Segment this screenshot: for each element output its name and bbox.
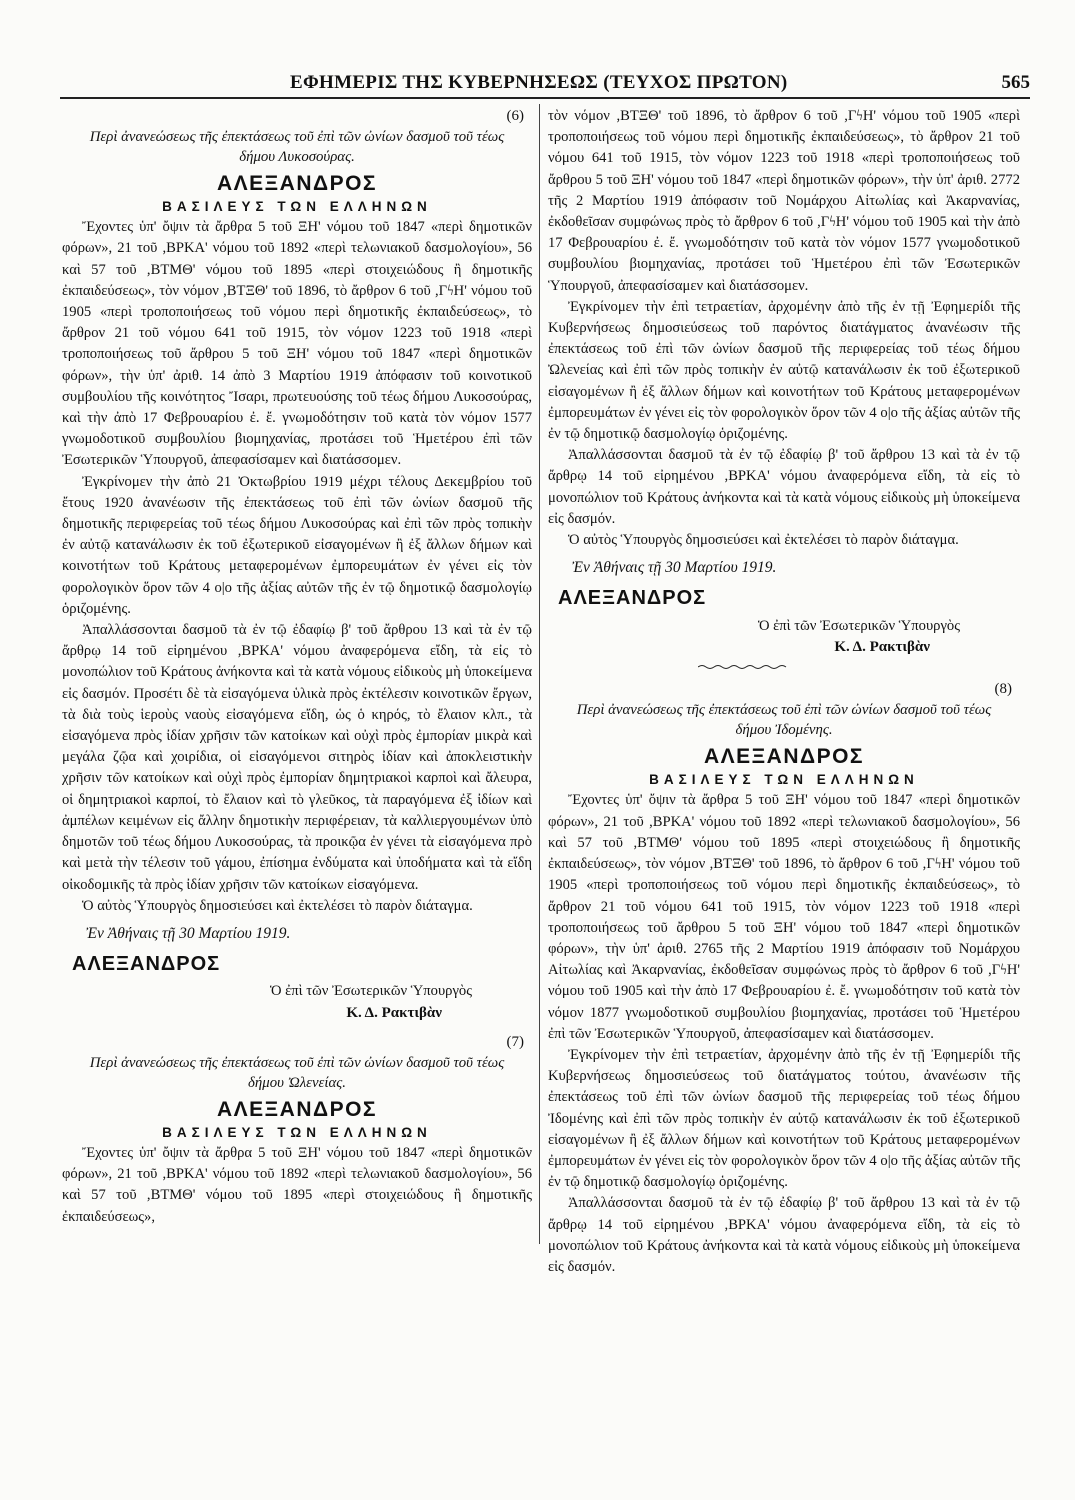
decree-6-king-title: ΒΑΣΙΛΕΥΣ ΤΩΝ ΕΛΛΗΝΩΝ — [162, 199, 432, 215]
decree-6-minister-title: Ὁ ἐπὶ τῶν Ἐσωτερικῶν Ὑπουργὸς — [269, 983, 472, 1000]
wavy-separator — [698, 664, 788, 670]
decree-8-paragraph: Ἀπαλλάσσονται δασμοῦ τὰ ἐν τῷ ἐδαφίῳ β' τοῦ ἄρθρου 13 καὶ τὰ ἐν τῷ ἄρθρῳ 14 τοῦ εἰρημένου ,ΒΡΚΑ' νόμου ἀναφερόμενα εἴδη, τὰ εἰς τὸ μονοπώλιον τοῦ Κράτους ἀνήκοντα καὶ τὰ κατὰ νόμους εἰδικοὺς μὴ ὑποκείμενα εἰς δασμόν. — [548, 1195, 1020, 1275]
decree-7-subject: Περὶ ἀνανεώσεως τῆς ἐπεκτάσεως τοῦ ἐπὶ τῶν ὠνίων δασμοῦ τοῦ τέως δήμου Ὠλενείας. — [89, 1054, 505, 1091]
decree-7-king-title: ΒΑΣΙΛΕΥΣ ΤΩΝ ΕΛΛΗΝΩΝ — [162, 1124, 432, 1140]
header-rule — [60, 97, 1030, 99]
decree-7-king: ΑΛΕΞΑΝΔΡΟΣ — [216, 1097, 378, 1121]
decree-8-subject: Περὶ ἀνανεώσεως τῆς ἐπεκτάσεως τοῦ ἐπὶ τῶν ὠνίων δασμοῦ τοῦ τέως δήμου Ἰδομένης. — [576, 702, 992, 739]
decree-7-paragraph: Ὁ αὐτὸς Ὑπουργὸς δημοσιεύσει καὶ ἐκτελέσει τὸ παρὸν διάταγμα. — [568, 532, 959, 549]
decree-7-number: (7) — [506, 1033, 524, 1050]
decree-6-subject: Περὶ ἀνανεώσεως τῆς ἐπεκτάσεως τοῦ ἐπὶ τῶν ὠνίων δασμοῦ τοῦ τέως δήμου Λυκοσούρας. — [89, 129, 505, 166]
decree-7-paragraph: Ἀπαλλάσσονται δασμοῦ τὰ ἐν τῷ ἐδαφίῳ β' τοῦ ἄρθρου 13 καὶ τὰ ἐν τῷ ἄρθρῳ 14 τοῦ εἰρημένου ,ΒΡΚΑ' νόμου ἀναφερόμενα εἴδη, τὰ εἰς τὸ μονοπώλιον τοῦ Κράτους ἀνήκοντα καὶ τὰ κατὰ νόμους εἰδικοὺς μὴ ὑποκείμενα εἰς δασμόν. — [548, 447, 1020, 527]
decree-8-king: ΑΛΕΞΑΝΔΡΟΣ — [703, 745, 865, 769]
decree-7-minister-title: Ὁ ἐπὶ τῶν Ἐσωτερικῶν Ὑπουργὸς — [757, 617, 960, 634]
decree-7-signature-king: ΑΛΕΞΑΝΔΡΟΣ — [558, 587, 707, 610]
decree-6-number: (6) — [506, 108, 524, 124]
gazette-title: ΕΦΗΜΕΡΙΣ ΤΗΣ ΚΥΒΕΡΝΗΣΕΩΣ (ΤΕΥΧΟΣ ΠΡΩΤΟΝ) — [290, 72, 788, 93]
decree-8-king-title: ΒΑΣΙΛΕΥΣ ΤΩΝ ΕΛΛΗΝΩΝ — [649, 772, 919, 788]
column-divider — [539, 104, 540, 1244]
decree-6-minister-name: Κ. Δ. Ρακτιβὰν — [346, 1004, 442, 1021]
decree-7-paragraph: τὸν νόμον ,ΒΤΞΘ' τοῦ 1896, τὸ ἄρθρον 6 τοῦ ,ΓϟΗ' νόμου τοῦ 1905 «περὶ τροποποιήσεως τοῦ νόμου περὶ δημοτικῆς ἐκπαιδεύσεως», τὸ ἄρθρον 21 τοῦ νόμου 641 τοῦ 1915, τὸν νόμον 1223 τοῦ 1918 «περὶ τροποποιήσεως τοῦ ἄρθρου 5 τοῦ ΞΗ' νόμου τοῦ 1847 «περὶ δημοτικῶν φόρων», τὴν ὑπ' ἀριθ. 2772 τῆς 2 Μαρτίου 1919 ἀπόφασιν τοῦ Νομάρχου Αἰτωλίας καὶ Ἀκαρνανίας, ἐκδοθεῖσαν συμφώνως πρὸς τὸ ἄρθρον 6 τοῦ ,ΓϟΗ' νόμου τοῦ 1905 καὶ τὴν ἀπὸ 17 Φεβρουαρίου ἐ. ἔ. γνωμοδότησιν τοῦ κατὰ τὸν νόμον 1577 γνωμοδοτικοῦ συμβουλίου βιομηχανίας, προτάσει τοῦ Ἡμετέρου ἐπὶ τῶν Ἐσωτερικῶν Ὑπουργοῦ, ἀπεφασίσαμεν καὶ διατάσσομεν. — [548, 108, 1020, 294]
decree-6-paragraph: Ὁ αὐτὸς Ὑπουργὸς δημοσιεύσει καὶ ἐκτελέσει τὸ παρὸν διάταγμα. — [82, 897, 473, 914]
decree-6-paragraph: Ἀπαλλάσσονται δασμοῦ τὰ ἐν τῷ ἐδαφίῳ β' τοῦ ἄρθρου 13 καὶ τὰ ἐν τῷ ἄρθρῳ 14 τοῦ εἰρημένου ,ΒΡΚΑ' νόμου ἀναφερόμενα εἴδη, τὰ εἰς τὸ μονοπώλιον τοῦ Κράτους ἀνήκοντα καὶ τὰ κατὰ νόμους εἰδικοὺς μὴ ὑποκείμενα εἰς δασμόν. Προσέτι δὲ τὰ εἰσαγόμενα ὑλικὰ πρὸς ἐκτέλεσιν κοινοτικῶν ἔργων, τὰ διὰ τοὺς ἱεροὺς ναοὺς εἰσαγόμενα εἴδη, ὡς ὁ κηρός, τὸ ἔλαιον κλπ., τὰ εἰσαγόμενα πρὸς ἰδίαν χρῆσιν τῶν κατοίκων καὶ οὐχὶ πρὸς ἐμπορίαν μικρὰ καὶ μεγάλα ζῷα καὶ χοιρίδια, οἱ εἰσαγόμενοι σιτηρὸς ἰδίαν καὶ ἀποκλειστικὴν χρῆσιν τῶν κατοίκων καὶ οὐχὶ πρὸς ἐμπορίαν δημητριακοὶ καρποὶ καὶ ἄλευρα, οἱ δημητριακοὶ καρποί, τὸ ἔλαιον καὶ τὸ γλεῦκος, τὰ παραγόμενα ἐξ ἰδίων καὶ ἀμπέλων κειμένων εἰς ἄλλην δημοτικὴν περιφέρειαν, τὰ καλλιεργουμένων ὑπὸ δημοτῶν τοῦ τέως δήμου Λυκοσούρας, τὰ προικῷα ἐν γένει τὰ εἰσαγόμενα πρὸ καὶ μετὰ τὴν τέλεσιν τοῦ γάμου, ἐπίσημα ἐνδύματα καὶ ὑποδήματα καὶ τὰ εἴδη οἰκοδομικῆς τὰ πρὸς ἰδίαν χρῆσιν τῶν κατοίκων εἰσαγόμενα. — [62, 622, 532, 893]
decree-8-paragraph: Ἐγκρίνομεν τὴν ἐπὶ τετραετίαν, ἀρχομένην ἀπὸ τῆς ἐν τῇ Ἐφημερίδι τῆς Κυβερνήσεως δημοσιεύσεως τοῦ διατάγματος τούτου, ἀνανέωσιν τῆς ἐπεκτάσεως τοῦ ἐπὶ τῶν ὠνίων δασμοῦ τῆς περιφερείας τοῦ τέως δήμου Ἰδομένης καὶ ἐπὶ τῶν πρὸς τοπικὴν ἐν αὐτῷ κατανάλωσιν ἐκ τοῦ ἐξωτερικοῦ εἰσαγομένων ἢ ἐξ ἄλλων δήμων καὶ κοινοτήτων τοῦ Κράτους μεταφερομένων ἐμπορευμάτων ἐν γένει εἰς τὸν φορολογικὸν ὅρον τῶν 4 ο|ο τῆς ἀξίας αὐτῶν τῆς ἐν τῷ δημοτικῷ δασμολογίῳ ὁριζομένης. — [548, 1046, 1020, 1191]
decree-8-number: (8) — [994, 681, 1012, 698]
decree-7-place-date: Ἐν Ἀθήναις τῇ 30 Μαρτίου 1919. — [572, 559, 777, 577]
decree-6-king: ΑΛΕΞΑΝΔΡΟΣ — [216, 172, 378, 196]
decree-7-paragraph: Ἔχοντες ὑπ' ὄψιν τὰ ἄρθρα 5 τοῦ ΞΗ' νόμου τοῦ 1847 «περὶ δημοτικῶν φόρων», 21 τοῦ ,ΒΡΚΑ' νόμου τοῦ 1892 «περὶ τελωνιακοῦ δασμολογίου», 56 καὶ 57 τοῦ ,ΒΤΜΘ' νόμου τοῦ 1895 «περὶ στοιχειώδους ἢ δημοτικῆς ἐκπαιδεύσεως», — [62, 1144, 532, 1225]
right-column — [548, 106, 1020, 1278]
page-header — [60, 72, 1030, 96]
decree-7-minister-name: Κ. Δ. Ρακτιβὰν — [834, 638, 930, 655]
decree-7-paragraph: Ἐγκρίνομεν τὴν ἐπὶ τετραετίαν, ἀρχομένην ἀπὸ τῆς ἐν τῇ Ἐφημερίδι τῆς Κυβερνήσεως δημοσιεύσεως τοῦ παρόντος διατάγματος ἀνανέωσιν τῆς ἐπεκτάσεως τοῦ ἐπὶ τῶν ὠνίων δασμοῦ τῆς περιφερείας τοῦ τέως δήμου Ὠλενείας καὶ ἐπὶ τῶν πρὸς τοπικὴν ἐν αὐτῷ κατανάλωσιν ἐκ τοῦ ἐξωτερικοῦ εἰσαγομένων ἢ ἐξ ἄλλων δήμων καὶ κοινοτήτων τοῦ Κράτους μεταφερομένων ἐμπορευμάτων ἐν γένει εἰς τὸν φορολογικὸν ὅρον τῶν 4 ο|ο τῆς ἀξίας αὐτῶν τῆς ἐν τῷ δημοτικῷ δασμολογίῳ ὁριζομένης. — [548, 298, 1020, 443]
decree-6-place-date: Ἐν Ἀθήναις τῇ 30 Μαρτίου 1919. — [86, 924, 291, 942]
left-column — [62, 106, 532, 1228]
decree-6-signature-king: ΑΛΕΞΑΝΔΡΟΣ — [72, 953, 221, 976]
decree-6-paragraph: Ἐγκρίνομεν τὴν ἀπὸ 21 Ὀκτωβρίου 1919 μέχρι τέλους Δεκεμβρίου τοῦ ἔτους 1920 ἀνανέωσιν τῆς ἐπεκτάσεως τοῦ ἐπὶ τῶν ὠνίων δασμοῦ τῆς δημοτικῆς περιφερείας τοῦ τέως δήμου Λυκοσούρας καὶ ἐπὶ τῶν πρὸς τοπικὴν ἐν αὐτῷ κατανάλωσιν ἐκ τοῦ ἐξωτερικοῦ εἰσαγομένων ἢ ἐξ ἄλλων δήμων καὶ κοινοτήτων τοῦ Κράτους μεταφερομένων ἐμπορευμάτων ἐν γένει εἰς τὸν φορολογικὸν ὅρον τῶν 4 ο|ο τῆς ἀξίας αὐτῶν τῆς ἐν τῷ δημοτικῷ δασμολογίῳ ὁριζομένης. — [62, 473, 532, 617]
decree-6-paragraph: Ἔχοντες ὑπ' ὄψιν τὰ ἄρθρα 5 τοῦ ΞΗ' νόμου τοῦ 1847 «περὶ δημοτικῶν φόρων», 21 τοῦ ,ΒΡΚΑ' νόμου τοῦ 1892 «περὶ τελωνιακοῦ δασμολογίου», 56 καὶ 57 τοῦ ,ΒΤΜΘ' νόμου τοῦ 1895 «περὶ στοιχειώδους ἢ δημοτικῆς ἐκπαιδεύσεως», τὸν νόμον ,ΒΤΞΘ' τοῦ 1896, τὸ ἄρθρον 6 τοῦ ,ΓϟΗ' νόμου τοῦ 1905 «περὶ τροποποιήσεως τοῦ νόμου περὶ δημοτικῆς ἐκπαιδεύσεως», τὸ ἄρθρον 21 τοῦ νόμου 641 τοῦ 1915, τὸν νόμον 1223 τοῦ 1918 «περὶ τροποποιήσεως τοῦ ἄρθρου 5 τοῦ ΞΗ' νόμου τοῦ 1847 «περὶ δημοτικῶν φόρων», τὴν ὑπ' ἀριθ. 14 ἀπὸ 3 Μαρτίου 1919 ἀπόφασιν τοῦ κοινοτικοῦ συμβουλίου τῆς κοινότητος Ἴσαρι, πρωτευούσης τοῦ τέως δήμου Λυκοσούρας, καὶ τὴν ἀπὸ 17 Φεβρουαρίου ἐ. ἔ. γνωμοδότησιν τοῦ κατὰ τὸν νόμον 1577 γνωμοδοτικοῦ συμβουλίου βιομηχανίας, προτάσει τοῦ Ἡμετέρου ἐπὶ τῶν Ἐσωτερικῶν Ὑπουργοῦ, ἀπεφασίσαμεν καὶ διατάσσομεν. — [62, 219, 532, 469]
page-number: 565 — [1001, 72, 1030, 93]
decree-8-paragraph: Ἔχοντες ὑπ' ὄψιν τὰ ἄρθρα 5 τοῦ ΞΗ' νόμου τοῦ 1847 «περὶ δημοτικῶν φόρων», 21 τοῦ ,ΒΡΚΑ' νόμου τοῦ 1892 «περὶ τελωνιακοῦ δασμολογίου», 56 καὶ 57 τοῦ ,ΒΤΜΘ' νόμου τοῦ 1895 «περὶ στοιχειώδους ἢ δημοτικῆς ἐκπαιδεύσεως», τὸν νόμον ,ΒΤΞΘ' τοῦ 1896, τὸ ἄρθρον 6 τοῦ ,ΓϟΗ' νόμου τοῦ 1905 «περὶ τροποποιήσεως τοῦ νόμου περὶ δημοτικῆς ἐκπαιδεύσεως», τὸ ἄρθρον 21 τοῦ νόμου 641 τοῦ 1915, τὸν νόμον 1223 τοῦ 1918 «περὶ τροποποιήσεως τοῦ ἄρθρου 5 τοῦ ΞΗ' νόμου τοῦ 1847 «περὶ δημοτικῶν φόρων», τὴν ὑπ' ἀριθ. 2765 τῆς 2 Μαρτίου 1919 ἀπόφασιν τοῦ Νομάρχου Αἰτωλίας καὶ Ἀκαρνανίας, ἐκδοθεῖσαν συμφώνως πρὸς τὸ ἄρθρον 6 τοῦ ,ΓϟΗ' νόμου τοῦ 1905 καὶ τὴν ἀπὸ 17 Φεβρουαρίου ἐ. ἔ. γνωμοδότησιν τοῦ κατὰ τὸν νόμον 1877 γνωμοδοτικοῦ συμβουλίου βιομηχανίας, προτάσει τοῦ Ἡμετέρου ἐπὶ τῶν Ἐσωτερικῶν Ὑπουργοῦ, ἀπεφασίσαμεν καὶ διατάσσομεν. — [548, 792, 1020, 1042]
